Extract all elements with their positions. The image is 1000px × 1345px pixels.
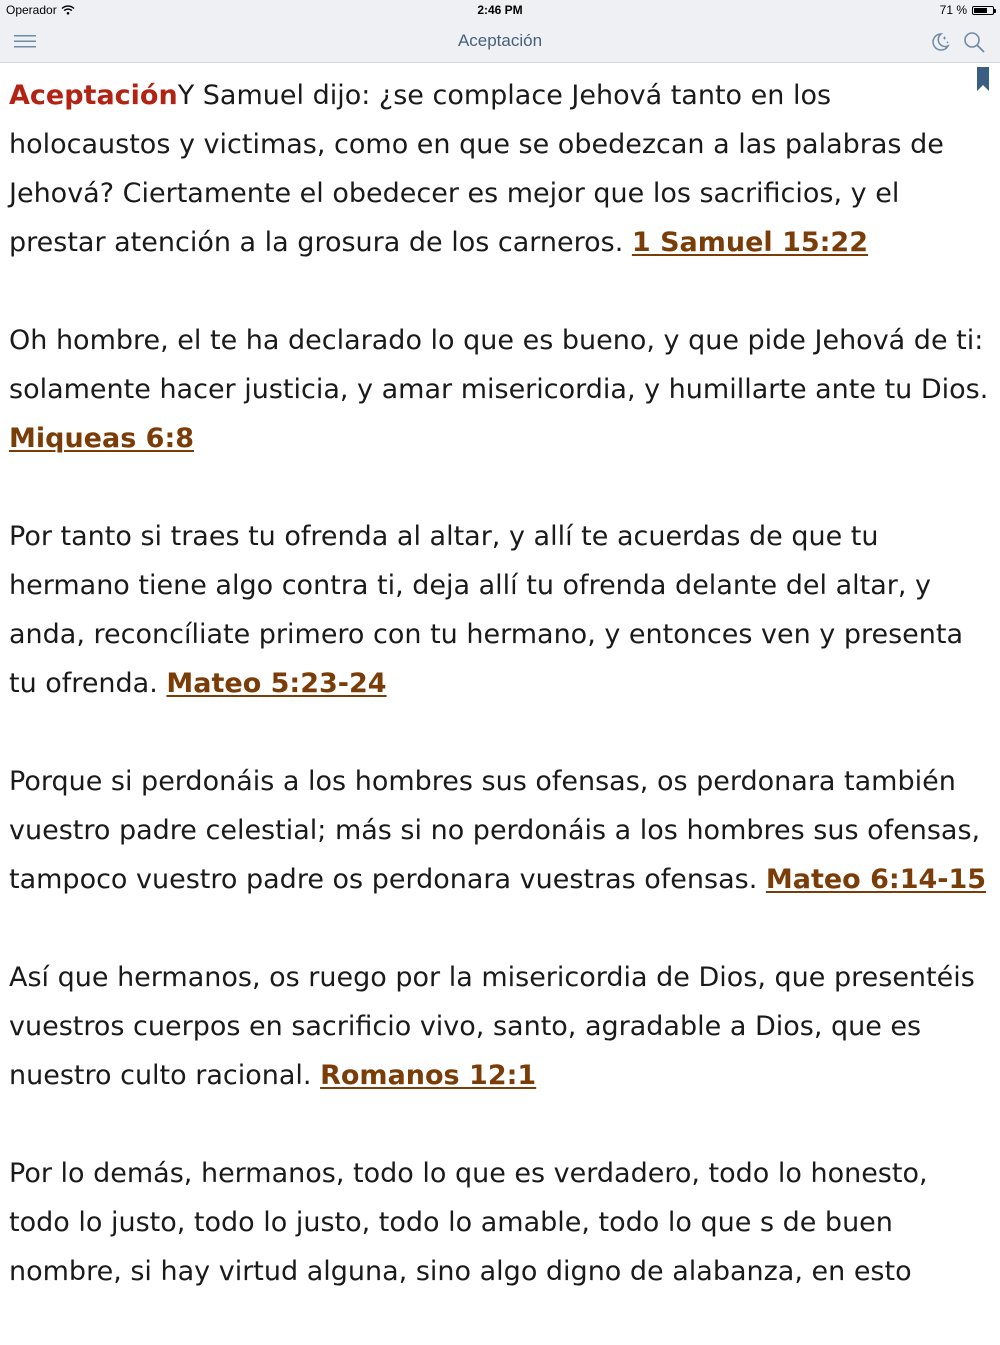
passage-text: Por tanto si traes tu ofrenda al altar, y allí te acuerdas de que tu hermano tiene algo contra ti, deja allí tu ofrenda delante del altar, y anda, reconcíliate primero con tu hermano, y entonces ven y presenta tu ofrenda. bbox=[9, 521, 964, 699]
passage bbox=[9, 316, 991, 463]
moon-stars-icon bbox=[928, 30, 952, 54]
passage bbox=[9, 757, 991, 904]
status-bar bbox=[0, 0, 1000, 20]
night-mode-button[interactable] bbox=[928, 30, 952, 54]
verse-reference-link[interactable]: 1 Samuel 15:22 bbox=[631, 227, 869, 258]
article-content bbox=[9, 71, 991, 1345]
passage-text: Oh hombre, el te ha declarado lo que es bueno, y que pide Jehová de ti: solamente hacer justicia, y amar misericordia, y humillarte ante tu Dios. bbox=[9, 325, 989, 405]
verse-reference-link[interactable]: Mateo 6:14-15 bbox=[765, 864, 987, 895]
search-icon bbox=[962, 30, 986, 54]
verse-reference-link[interactable]: Miqueas 6:8 bbox=[9, 423, 195, 454]
navigation-bar bbox=[0, 20, 1000, 63]
status-time: 2:46 PM bbox=[477, 3, 523, 17]
battery-fill bbox=[974, 8, 987, 13]
page-title: Aceptación bbox=[457, 31, 543, 50]
passage-text: Porque si perdonáis a los hombres sus ofensas, os perdonara también vuestro padre celestial; más si no perdonáis a los hombres sus ofensas, tampoco vuestro padre os perdonara vuestras ofensas. bbox=[9, 766, 981, 895]
article-heading: Aceptación bbox=[9, 80, 178, 111]
carrier-label: Operador bbox=[6, 3, 57, 17]
verse-reference-link[interactable]: Mateo 5:23-24 bbox=[166, 668, 387, 699]
passage-text: Así que hermanos, os ruego por la misericordia de Dios, que presentéis vuestros cuerpos en sacrificio vivo, santo, agradable a Dios, que es nuestro culto racional. bbox=[9, 962, 975, 1091]
verse-reference-link[interactable]: Romanos 12:1 bbox=[320, 1060, 537, 1091]
battery-icon bbox=[972, 6, 994, 15]
passage bbox=[9, 512, 991, 708]
passage bbox=[9, 1149, 991, 1296]
battery-group bbox=[940, 3, 994, 17]
battery-percent: 71 % bbox=[939, 3, 967, 17]
passage-text: Y Samuel dijo: ¿se complace Jehová tanto en los holocaustos y victimas, como en que se obedezcan a las palabras de Jehová? Ciertamente el obedecer es mejor que los sacrificios, y el prestar atención a la grosura de los carneros. bbox=[9, 80, 944, 258]
search-button[interactable] bbox=[962, 30, 986, 54]
passage-text: Por lo demás, hermanos, todo lo que es verdadero, todo lo honesto, todo lo justo, todo lo justo, todo lo amable, todo lo que s de buen nombre, si hay virtud alguna, sino algo digno de alabanza, en esto bbox=[9, 1158, 928, 1287]
passage bbox=[9, 953, 991, 1100]
passage bbox=[9, 71, 991, 267]
